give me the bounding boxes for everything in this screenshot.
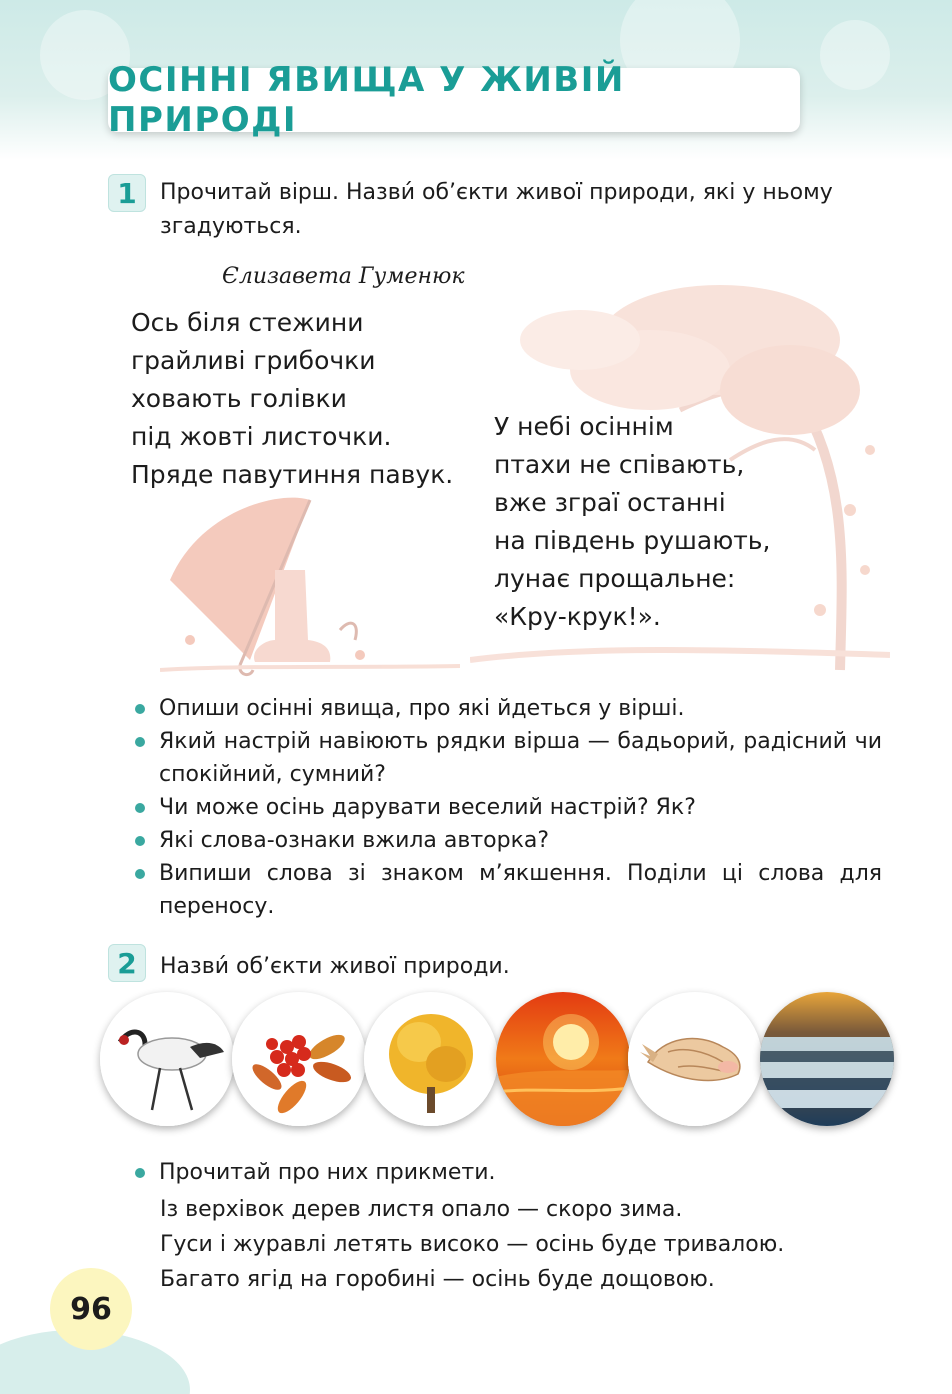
decor-bubble xyxy=(820,20,890,90)
poem-stanza-left xyxy=(131,304,453,494)
page-number: 96 xyxy=(70,1291,112,1327)
poem-line: Ось біля стежини xyxy=(131,308,364,337)
omen-line: Гуси і журавлі летять високо — осінь буде тривалою. xyxy=(160,1232,785,1257)
picture-circle xyxy=(100,992,234,1126)
poem-line: У небі осіннім xyxy=(494,412,674,441)
task-instruction: Назви́ об’єкти живої природи. xyxy=(160,954,510,979)
poem-line: вже зграї останні xyxy=(494,488,726,517)
omen-line: Із верхівок дерев листя опало — скоро зима. xyxy=(160,1197,683,1222)
seashell-icon xyxy=(628,992,762,1126)
umbrella-and-boot-illustration xyxy=(160,490,460,680)
picture-circle xyxy=(628,992,762,1126)
poem-line: під жовті листочки. xyxy=(131,422,392,451)
task-instruction xyxy=(160,176,880,244)
page-title: ОСІННІ ЯВИЩА У ЖИВІЙ ПРИРОДІ xyxy=(108,60,625,140)
task-number-badge: 2 xyxy=(108,944,146,982)
question-item: Які слова-ознаки вжила авторка? xyxy=(132,824,882,857)
picture-circle xyxy=(760,992,894,1126)
poem-line: грайливі грибочки xyxy=(131,346,376,375)
autumn-tree-icon xyxy=(364,992,498,1126)
question-item: Чи може осінь дарувати веселий настрій? Як? xyxy=(132,791,882,824)
omens-list xyxy=(160,1192,784,1297)
waterfall-icon xyxy=(760,992,894,1126)
poem-line: «Кру-крук!». xyxy=(494,602,661,631)
rowan-berries-icon xyxy=(232,992,366,1126)
poem-line: Пряде павутиння павук. xyxy=(131,460,454,489)
sunset-icon xyxy=(496,992,630,1126)
picture-circle xyxy=(364,992,498,1126)
nature-objects-row xyxy=(100,992,890,1132)
picture-circle xyxy=(496,992,630,1126)
poem-author: Єлизавета Гуменюк xyxy=(222,264,465,289)
instruction-line: згадуються. xyxy=(160,214,302,239)
question-list xyxy=(132,692,882,923)
poem-line: на південь рушають, xyxy=(494,526,771,555)
question-item: Прочитай про них прикмети. xyxy=(132,1156,832,1189)
poem-stanza-right xyxy=(494,408,770,636)
question-item: Який настрій навіюють рядки вірша — бадьорий, радісний чи спокійний, сумний? xyxy=(132,725,882,791)
omen-line: Багато ягід на горобині — осінь буде дощовою. xyxy=(160,1267,715,1292)
page-number-badge xyxy=(50,1268,132,1350)
question-item: Випиши слова зі знаком м’якшення. Поділи ці слова для переносу. xyxy=(132,857,882,923)
poem-line: лунає прощальне: xyxy=(494,564,736,593)
poem-line: птахи не співають, xyxy=(494,450,745,479)
task-number-badge: 1 xyxy=(108,174,146,212)
title-banner xyxy=(108,60,800,140)
instruction-line: Прочитай вірш. Назви́ об’єкти живої природи, які у ньому xyxy=(160,180,833,205)
crane-bird-icon xyxy=(100,992,234,1126)
poem-line: ховають голівки xyxy=(131,384,347,413)
question-item: Опиши осінні явища, про які йдеться у вірші. xyxy=(132,692,882,725)
picture-circle xyxy=(232,992,366,1126)
